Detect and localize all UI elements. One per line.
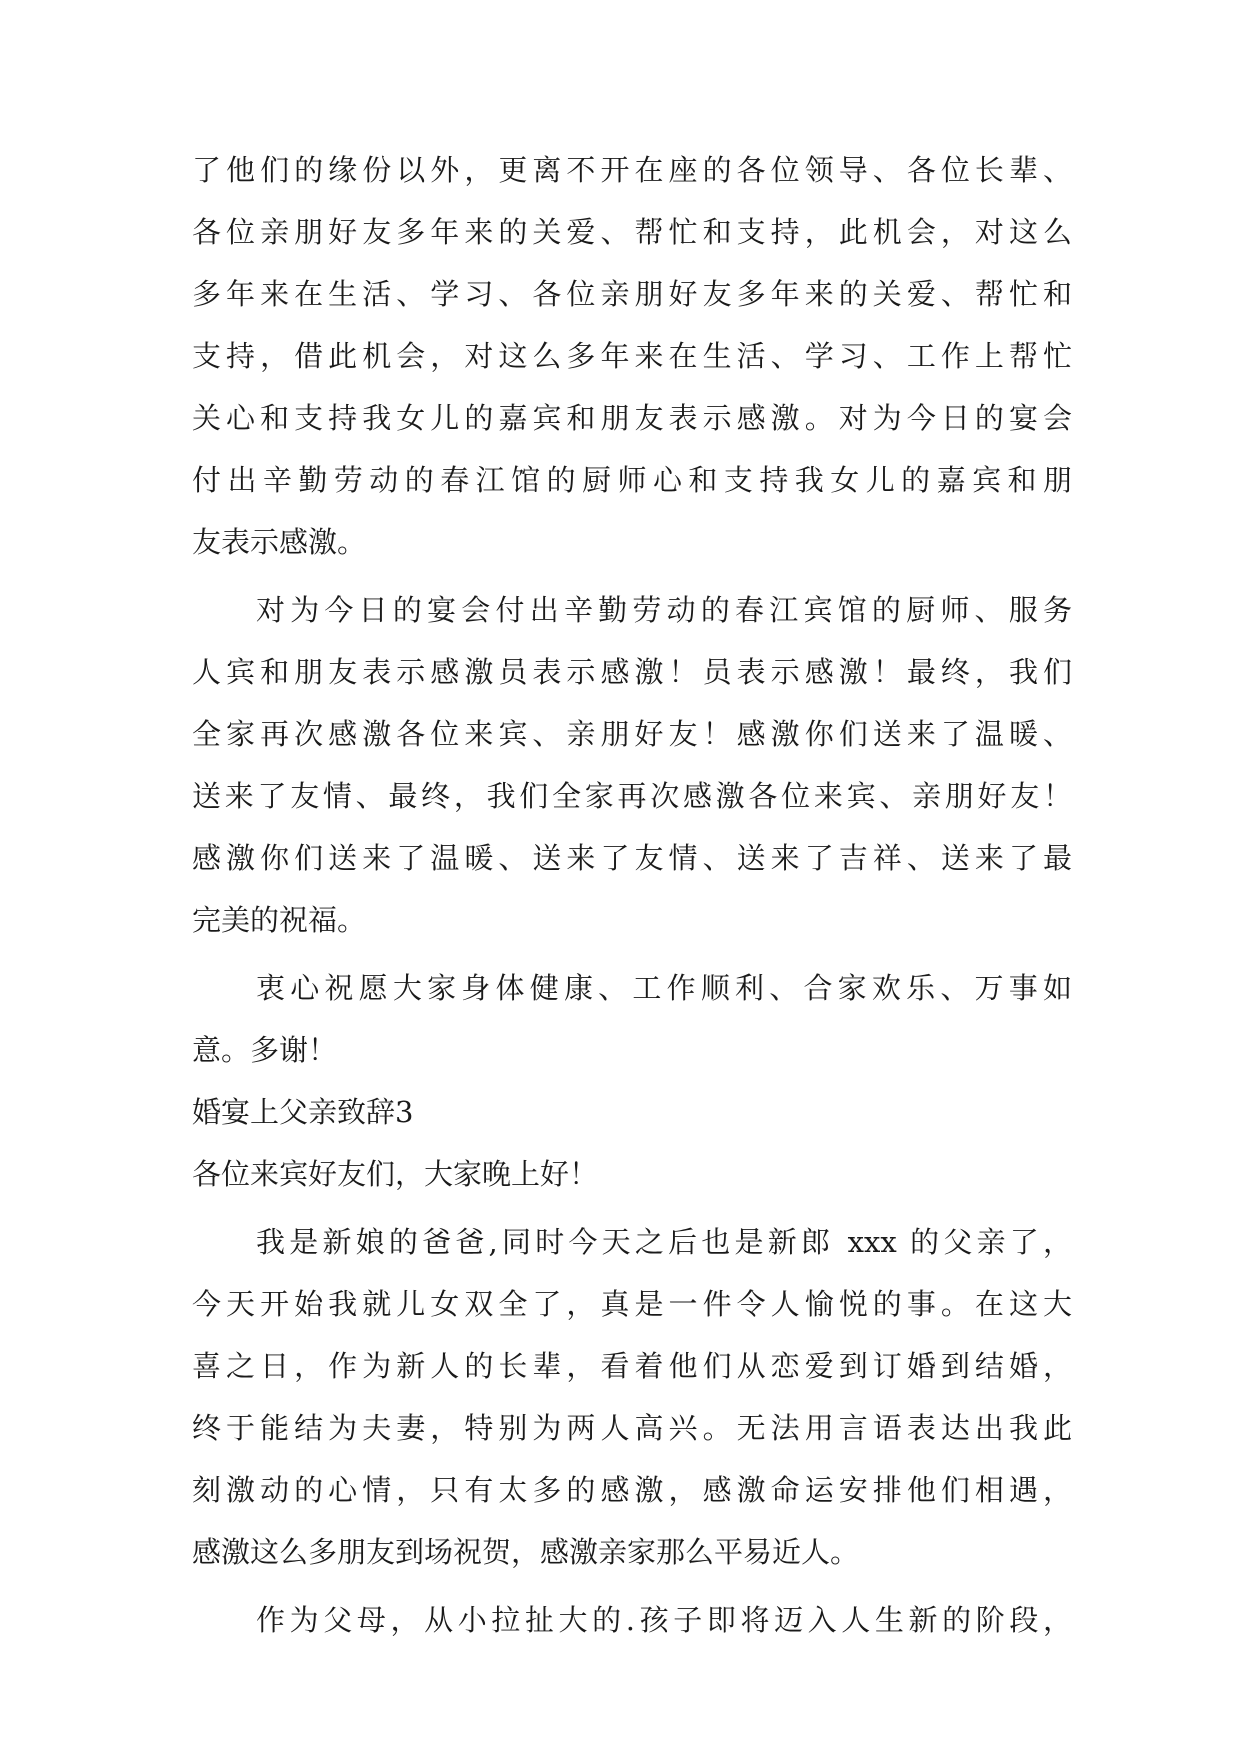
- text-line-1: 了他们的缘份以外，更离不开在座的各位领导、各位长辈、: [192, 153, 1072, 187]
- text-line-15: 意。多谢！: [192, 1033, 338, 1067]
- text-line-12: 感激你们送来了温暖、送来了友情、送来了吉祥、送来了最: [192, 841, 1072, 875]
- text-line-2: 各位亲朋好友多年来的关爱、帮忙和支持，此机会，对这么: [192, 215, 1072, 249]
- text-line-22: 刻激动的心情，只有太多的感激，感激命运安排他们相遇，: [192, 1473, 1072, 1507]
- text-line-8: 对为今日的宴会付出辛勤劳动的春江宾馆的厨师、服务: [256, 593, 1072, 627]
- text-line-20: 喜之日，作为新人的长辈，看着他们从恋爱到订婚到结婚，: [192, 1349, 1072, 1383]
- text-line-7: 友表示感激。: [192, 525, 367, 559]
- section-heading: 婚宴上父亲致辞3: [192, 1095, 414, 1129]
- text-line-23: 感激这么多朋友到场祝贺，感激亲家那么平易近人。: [192, 1535, 860, 1569]
- text-line-21: 终于能结为夫妻，特别为两人高兴。无法用言语表达出我此: [192, 1411, 1072, 1445]
- text-line-24: 作为父母，从小拉扯大的.孩子即将迈入人生新的阶段，: [256, 1603, 1072, 1637]
- greeting-line: 各位来宾好友们，大家晚上好！: [192, 1157, 599, 1191]
- text-line-19: 今天开始我就儿女双全了，真是一件令人愉悦的事。在这大: [192, 1287, 1072, 1321]
- text-line-5: 关心和支持我女儿的嘉宾和朋友表示感激。对为今日的宴会: [192, 401, 1072, 435]
- text-line-4: 支持，借此机会，对这么多年来在生活、学习、工作上帮忙: [192, 339, 1072, 373]
- text-line-6: 付出辛勤劳动的春江馆的厨师心和支持我女儿的嘉宾和朋: [192, 463, 1072, 497]
- text-line-10: 全家再次感激各位来宾、亲朋好友！感激你们送来了温暖、: [192, 717, 1072, 751]
- text-line-11: 送来了友情、最终，我们全家再次感激各位来宾、亲朋好友！: [192, 779, 1072, 813]
- text-line-18: 我是新娘的爸爸,同时今天之后也是新郎 xxx 的父亲了，: [256, 1225, 1072, 1259]
- text-line-9: 人宾和朋友表示感激员表示感激！员表示感激！最终，我们: [192, 655, 1072, 689]
- text-line-14: 衷心祝愿大家身体健康、工作顺利、合家欢乐、万事如: [256, 971, 1072, 1005]
- text-line-13: 完美的祝福。: [192, 903, 367, 937]
- text-line-3: 多年来在生活、学习、各位亲朋好友多年来的关爱、帮忙和: [192, 277, 1072, 311]
